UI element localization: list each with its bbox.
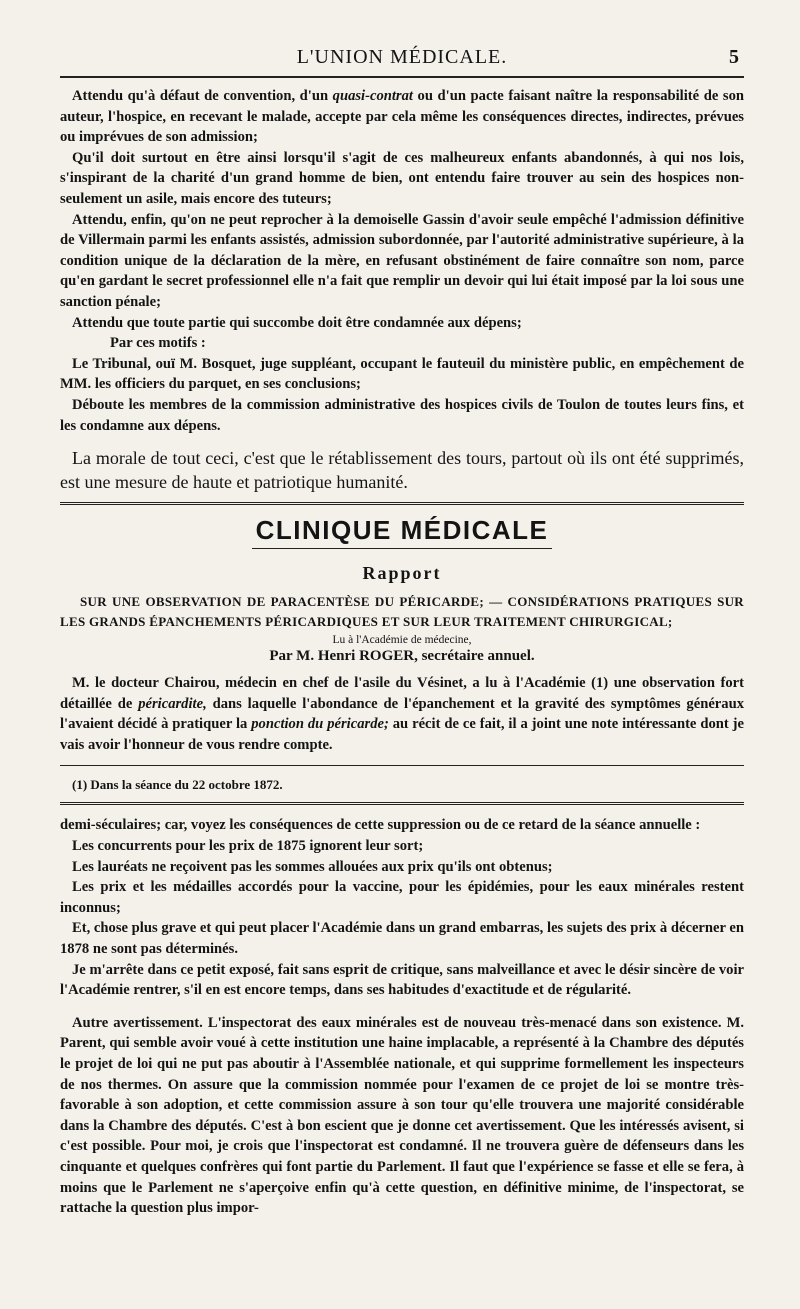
continuation-paragraph: Les lauréats ne reçoivent pas les sommes allouées aux prix qu'ils ont obtenus; [72, 858, 553, 875]
report-author: Par M. Henri ROGER, secrétaire annuel. [269, 648, 535, 665]
section-title: CLINIQUE MÉDICALE [255, 515, 549, 546]
continuation-paragraph: Et, chose plus grave et qui peut placer l'Académie dans un grand embarras, les sujets des prix à décerner en 1878 ne sont pas déterminés. [60, 920, 744, 958]
deboute-paragraph: Déboute les membres de la commission administrative des hospices civils de Toulon de toutes leurs fins, et les condamne aux dépens. [60, 396, 744, 434]
continuation-paragraph: Les concurrents pour les prix de 1875 ignorent leur sort; [72, 838, 424, 855]
rapport-heading: Rapport [362, 563, 442, 584]
title-underline [252, 548, 552, 549]
page-number: 5 [729, 46, 740, 68]
report-body: M. le docteur Chairou, médecin en chef de l'asile du Vésinet, a lu à l'Académie (1) une observation fort détaillée de péricardite, dans laquelle l'abondance de l'épanchement et la gravité des symptômes généraux l'avaient décidé à pratiquer la ponction du péricarde; au récit de ce fait, il a joint une note intéressante dont je vais avoir l'honneur de vous rendre compte. [60, 675, 744, 753]
judgment-paragraph: Qu'il doit surtout en être ainsi lorsqu'il s'agit de ces malheureux enfants abandonnés, à qui nos lois, s'inspirant de la charité d'un grand homme de bien, ont entendu faire trouver au sein des hospices non-seulement un asile, mais encore des tuteurs; [60, 149, 744, 207]
tribunal-paragraph: Le Tribunal, ouï M. Bosquet, juge suppléant, occupant le fauteuil du ministère public, en empêchement de MM. les officiers du parquet, en ses conclusions; [60, 355, 744, 393]
judgment-paragraph: Attendu que toute partie qui succombe doit être condamnée aux dépens; [72, 314, 522, 331]
morale-paragraph: La morale de tout ceci, c'est que le rétablissement des tours, partout où ils ont été supprimés, est une mesure de haute et patriotique humanité. [60, 448, 744, 493]
continuation-paragraph: demi-séculaires; car, voyez les conséquences de cette suppression ou de ce retard de la séance annuelle : [60, 817, 701, 834]
column-divider [60, 802, 744, 805]
continuation-paragraph: Je m'arrête dans ce petit exposé, fait sans esprit de critique, sans malveillance et avec le désir sincère de voir l'Académie rentrer, s'il en est encore temps, dans ses habitudes d'exactitude et de régularité. [60, 961, 744, 999]
judgment-paragraph: Attendu qu'à défaut de convention, d'un quasi-contrat ou d'un pacte faisant naître la responsabilité de son auteur, l'hospice, en recevant le malade, accepte par cela même les conséquences directes, indirectes, prévues ou imprévues de son admission; [60, 88, 744, 146]
par-ces-motifs: Par ces motifs : [110, 335, 206, 352]
judgment-paragraph: Attendu, enfin, qu'on ne peut reprocher à la demoiselle Gassin d'avoir seule empêché l'admission définitive de Villermain parmi les enfants assistés, admission subordonnée, par l'autorité administrative supérieure, à la condition unique de la déclaration de la mère, en refusant obstinément de faire connaître son nom, parce qu'en gardant le secret professionnel elle n'a fait que remplir un devoir qui lui était imposé par la loi sous une sanction pénale; [60, 211, 744, 310]
report-subject: SUR UNE OBSERVATION DE PARACENTÈSE DU PÉRICARDE; — CONSIDÉRATIONS PRATIQUES SUR LES GRANDS ÉPANCHEMENTS PÉRICARDIQUES ET SUR LEUR TRAITEMENT CHIRURGICAL; [60, 594, 744, 630]
judgment-section [60, 86, 744, 494]
footnote-rule [60, 765, 744, 766]
section-divider [60, 502, 744, 505]
journal-title: L'UNION MÉDICALE. [296, 46, 508, 68]
continuation-section [60, 815, 744, 1218]
clinique-section [60, 515, 744, 794]
running-header [60, 40, 744, 74]
read-at-academy: Lu à l'Académie de médecine, [332, 634, 472, 647]
continuation-paragraph: Les prix et les médailles accordés pour la vaccine, pour les épidémies, pour les eaux minérales restent inconnus; [60, 879, 744, 916]
footnote: (1) Dans la séance du 22 octobre 1872. [72, 777, 283, 793]
continuation-paragraph: Autre avertissement. L'inspectorat des eaux minérales est de nouveau très-menacé dans son existence. M. Parent, qui semble avoir voué à cette institution une haine implacable, a représenté à la Chambre des députés le projet de loi qui ne put pas aboutir à l'Assemblée nationale, et qui supprime formellement les inspecteurs de nos thermes. On assure que la commission nommée pour l'examen de ce projet de loi se montre très-favorable à son adoption, et cette commission assure à son tour qu'elle trouvera une majorité considérable dans la Chambre des députés. C'est à bon escient que je donne cet avertissement. Que les intéressés avisent, si c'est possible. Pour moi, je crois que l'inspectorat est condamné. Il ne trouvera guère de défenseurs dans les cinquante et quelques confrères qui font partie du Parlement. Il faut que l'expérience se fasse et elle se fera, à moins que le Parlement ne s'aperçoive enfin qu'à cette question, en définitive minime, de l'inspectorat, se rattache la question plus impor- [60, 1014, 744, 1217]
header-rule [60, 76, 744, 78]
